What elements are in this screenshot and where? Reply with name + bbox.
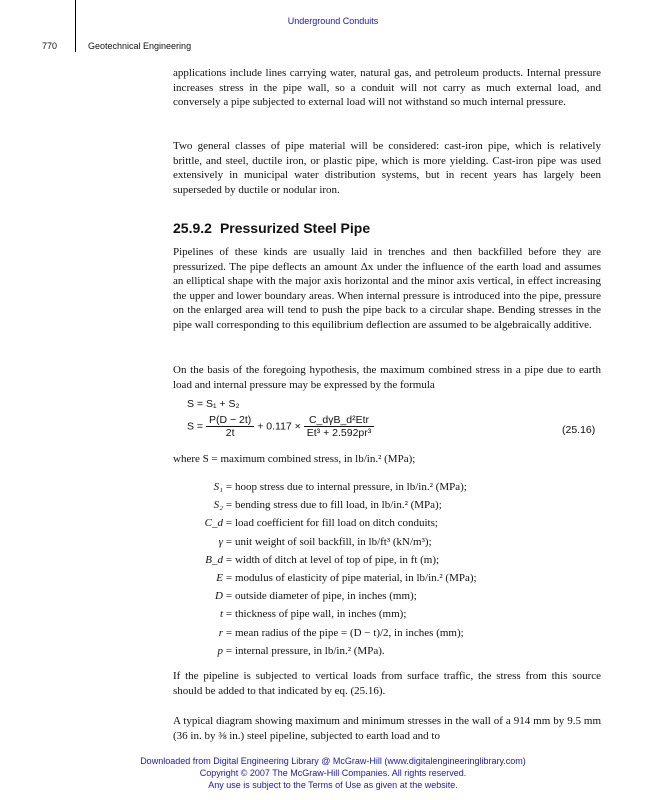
fraction-2-denominator: Et³ + 2.592pr³ [306, 427, 372, 439]
equals-sign: = [225, 608, 233, 621]
paragraph-1: applications include lines carrying water, natural gas, and petroleum products. Internal pressure increases stress in the pipe wall, so a conduit will not carry as much external load, and conversely a pipe subjected to external load will not withstand so much internal pressure. [173, 67, 601, 109]
fraction-1-numerator: P(D − 2t) [206, 414, 254, 427]
paragraph-3: Pipelines of these kinds are usually laid in trenches and then backfilled before they are pressurized. The pipe deflects an amount Δx under the influence of the earth load and assumes an elliptical shape with the major axis horizontal and the minor axis vertical, in effect increasing the upper and lower boundary areas. When internal pressure is introduced into the pipe, pressure on the enlarged area will tend to push the pipe back to a circular shape. Bending stresses in the pipe wall corresponding to this equilibrium deflection are assumed to be algebraically additive. [173, 246, 601, 331]
definition-row [199, 605, 599, 623]
running-title[interactable]: Underground Conduits [287, 16, 379, 26]
definition-text: hoop stress due to internal pressure, in lb/in.² (MPa); [235, 481, 467, 493]
header-divider [75, 0, 76, 52]
definition-text: bending stress due to fill load, in lb/in.² (MPa); [235, 499, 442, 512]
formula-fraction-1 [206, 414, 254, 439]
paragraph-6: A typical diagram showing maximum and minimum stresses in the wall of a 914 mm by 9.5 mm (36 in. by ⅜ in.) steel pipeline, subjected to earth load and to [173, 715, 601, 742]
definition-row [199, 569, 599, 587]
formula-coefficient: + 0.117 × [257, 420, 301, 433]
equals-sign: = [225, 481, 233, 493]
definition-symbol: E [216, 572, 223, 585]
definition-symbol: S₁ [213, 481, 223, 493]
definition-row [199, 514, 599, 532]
definition-symbol: D [215, 590, 223, 603]
book-title: Geotechnical Engineering [88, 41, 192, 51]
equals-sign: = [225, 644, 233, 657]
equals-sign: = [225, 499, 233, 512]
definition-symbol: t [219, 608, 223, 621]
definition-text: internal pressure, in lb/in.² (MPa). [235, 644, 385, 657]
page-number: 770 [42, 41, 58, 51]
equals-sign: = [225, 517, 233, 530]
formula-main [187, 414, 374, 439]
paragraph-5: If the pipeline is subjected to vertical loads from surface traffic, the stress from this source should be added to that indicated by eq. (25.16). [173, 670, 601, 697]
definition-text: mean radius of the pipe = (D − t)/2, in inches (mm); [235, 626, 464, 639]
definition-text: load coefficient for fill load on ditch conduits; [235, 517, 438, 530]
equals-sign: = [225, 626, 233, 639]
definition-symbol: C_d [204, 517, 223, 530]
definition-symbol: γ [218, 535, 223, 548]
footer-terms-link[interactable]: Any use is subject to the Terms of Use as given at the website. [208, 780, 458, 790]
footer-download-link[interactable]: Downloaded from Digital Engineering Library @ McGraw-Hill (www.digitalengineeringlibrary.com) [140, 756, 526, 766]
formula-fraction-2 [304, 414, 375, 439]
definition-row [199, 587, 599, 605]
paragraph-2: Two general classes of pipe material will be considered: cast-iron pipe, which is relatively brittle, and steel, ductile iron, or plastic pipe, which is more yielding. Cast-iron pipe was used extensively in municipal water distribution systems, but in recent years has largely been superseded by ductile or nodular iron. [173, 140, 601, 196]
definition-row [199, 533, 599, 551]
definition-row [199, 496, 599, 514]
fraction-2-numerator: C_dγB_d²Etr [304, 414, 375, 427]
definition-text: outside diameter of pipe, in inches (mm); [235, 590, 417, 603]
where-clause: where S = maximum combined stress, in lb/in.² (MPa); [173, 453, 416, 465]
equals-sign: = [225, 553, 233, 566]
equals-sign: = [225, 535, 233, 548]
fraction-1-denominator: 2t [225, 427, 235, 439]
equals-sign: = [225, 590, 233, 603]
footer-copyright: Copyright © 2007 The McGraw-Hill Companies. All rights reserved. [199, 768, 467, 778]
definition-row [199, 624, 599, 642]
paragraph-4: On the basis of the foregoing hypothesis, the maximum combined stress in a pipe due to earth load and internal pressure may be expressed by the formula [173, 364, 601, 391]
section-title: Pressurized Steel Pipe [219, 220, 371, 236]
section-number: 25.9.2 [173, 220, 212, 236]
definition-text: unit weight of soil backfill, in lb/ft³ (kN/m³); [235, 535, 432, 548]
definition-symbol: p [217, 644, 223, 657]
symbol-definitions [199, 478, 599, 660]
definition-text: modulus of elasticity of pipe material, in lb/in.² (MPa); [235, 572, 477, 585]
equals-sign: = [225, 572, 233, 585]
definition-symbol: r [218, 626, 223, 639]
formula-lhs: S = [187, 420, 204, 433]
definition-row [199, 642, 599, 660]
definition-row [199, 551, 599, 569]
definition-text: width of ditch at level of top of pipe, in ft (m); [235, 553, 440, 566]
definition-symbol: S₂ [213, 499, 223, 512]
definition-row [199, 478, 599, 496]
definition-text: thickness of pipe wall, in inches (mm); [235, 608, 407, 621]
section-heading [173, 220, 601, 236]
formula-line-1: S = S₁ + S₂ [187, 398, 240, 410]
definition-symbol: B_d [205, 553, 223, 566]
equation-number: (25.16) [562, 424, 596, 436]
